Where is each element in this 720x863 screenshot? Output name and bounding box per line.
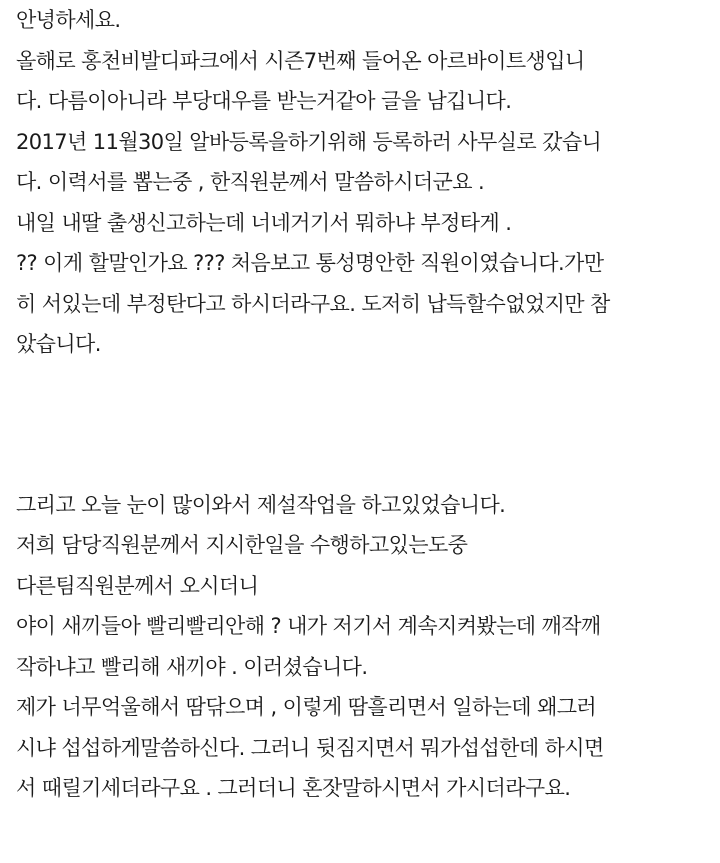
paragraph-1 — [16, 0, 720, 365]
text-line: 내일 내딸 출생신고하는데 너네거기서 뭐하냐 부정타게 . — [16, 210, 512, 235]
text-line: 다. 다름이아니라 부당대우를 받는거같아 글을 남깁니다. — [16, 89, 512, 113]
text-line: 다른팀직원분께서 오시더니 — [16, 573, 259, 598]
text-line: 았습니다. — [16, 332, 101, 356]
text-line: ?? 이게 할말인가요 ??? 처음보고 통성명안한 직원이였습니다.가만 — [16, 251, 604, 275]
text-line: 시냐 섭섭하게말씀하신다. 그러니 뒷짐지면서 뭐가섭섭한데 하시면 — [16, 735, 604, 760]
text-line: 2017년 11월30일 알바등록을하기위해 등록하러 사무실로 갔습니 — [16, 129, 602, 154]
text-line: 저희 담당직원분께서 지시한일을 수행하고있는도중 — [16, 533, 468, 557]
text-line: 히 서있는데 부정탄다고 하시더라구요. 도저히 납득할수없었지만 참 — [16, 291, 610, 316]
text-line: 제가 너무억울해서 땀닦으며 , 이렇게 땀흘리면서 일하는데 왜그러 — [16, 695, 597, 719]
text-line: 야이 새끼들아 빨리빨리안해 ? 내가 저기서 계속지켜봤는데 깨작깨 — [16, 614, 601, 638]
text-line: 안녕하세요. — [16, 8, 121, 32]
text-line: 그리고 오늘 눈이 많이와서 제설작업을 하고있었습니다. — [16, 492, 506, 517]
paragraph-2 — [16, 485, 720, 809]
text-line: 다. 이력서를 뽑는중 , 한직원분께서 말씀하시더군요 . — [16, 170, 485, 194]
text-line: 올해로 홍천비발디파크에서 시즌7번째 들어온 아르바이트생입니 — [16, 48, 585, 73]
text-line: 작하냐고 빨리해 새끼야 . 이러셨습니다. — [16, 654, 368, 679]
text-line: 서 때릴기세더라구요 . 그러더니 혼잣말하시면서 가시더라구요. — [16, 776, 571, 800]
